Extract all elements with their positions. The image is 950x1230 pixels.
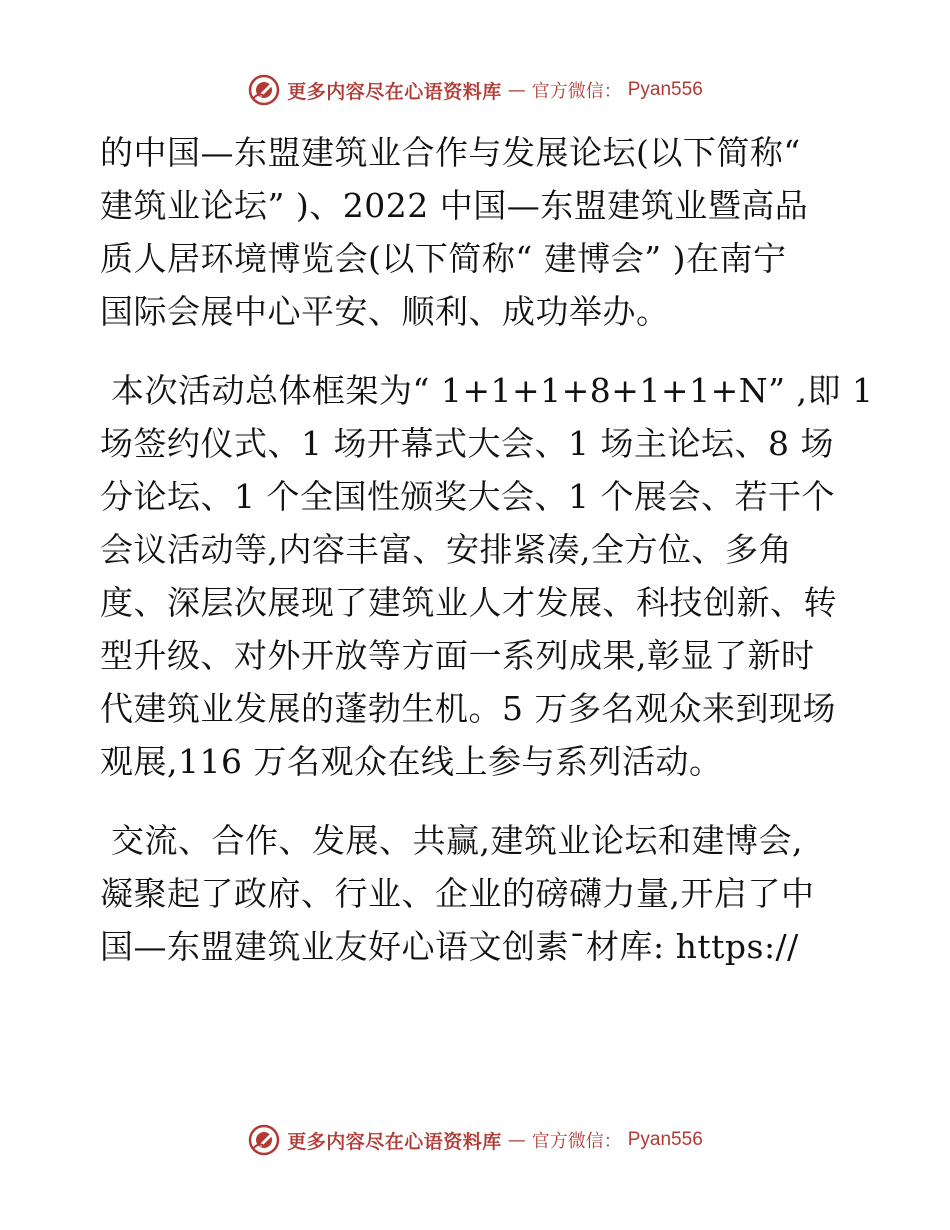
document-body	[100, 126, 874, 973]
banner-main-text: 更多内容尽在心语资料库	[287, 80, 502, 103]
footer-banner	[0, 1120, 950, 1160]
text-line: 代建筑业发展的蓬勃生机。5 万多名观众来到现场	[100, 689, 836, 728]
text-line: 国—东盟建筑业友好心语文创素¯材库: https://	[100, 927, 799, 966]
header-banner	[0, 70, 950, 110]
text-line: 交流、合作、发展、共赢,建筑业论坛和建博会,	[100, 821, 803, 860]
text-line: 度、深层次展现了建筑业人才发展、科技创新、转	[100, 583, 837, 622]
banner-separator: —	[507, 79, 526, 101]
paragraph-3	[100, 814, 850, 973]
paragraph-gap	[100, 788, 850, 814]
banner-main-text: 更多内容尽在心语资料库	[287, 1130, 502, 1153]
text-line: 凝聚起了政府、行业、企业的磅礴力量,开启了中	[100, 874, 815, 913]
banner-wechat-id: Pyan556	[627, 1129, 703, 1150]
text-line: 国际会展中心平安、顺利、成功举办。	[100, 292, 670, 331]
text-line: 型升级、对外开放等方面一系列成果,彰显了新时	[100, 636, 815, 675]
text-line: 场签约仪式、1 场开幕式大会、1 场主论坛、8 场	[100, 424, 834, 463]
text-line: 会议活动等,内容丰富、安排紧凑,全方位、多角	[100, 530, 792, 569]
banner-separator: —	[507, 1129, 526, 1151]
paragraph-1	[100, 126, 850, 338]
paragraph-2	[100, 364, 874, 788]
banner-wechat-id: Pyan556	[627, 79, 703, 100]
text-line: 的中国—东盟建筑业合作与发展论坛(以下简称“	[100, 133, 801, 172]
banner-wechat-label: 官方微信：	[531, 1131, 622, 1152]
text-line: 观展,116 万名观众在线上参与系列活动。	[100, 742, 723, 781]
text-line: 本次活动总体框架为“ 1+1+1+8+1+1+N” ,即 1	[100, 371, 874, 410]
banner-wechat-label: 官方微信：	[531, 81, 622, 102]
text-line: 分论坛、1 个全国性颁奖大会、1 个展会、若干个	[100, 477, 835, 516]
paragraph-gap	[100, 338, 850, 364]
text-line: 建筑业论坛” )、2022 中国—东盟建筑业暨高品	[100, 186, 809, 225]
brand-logo-icon	[247, 73, 281, 107]
brand-logo-icon	[247, 1123, 281, 1157]
text-line: 质人居环境博览会(以下简称“ 建博会” )在南宁	[100, 239, 787, 278]
